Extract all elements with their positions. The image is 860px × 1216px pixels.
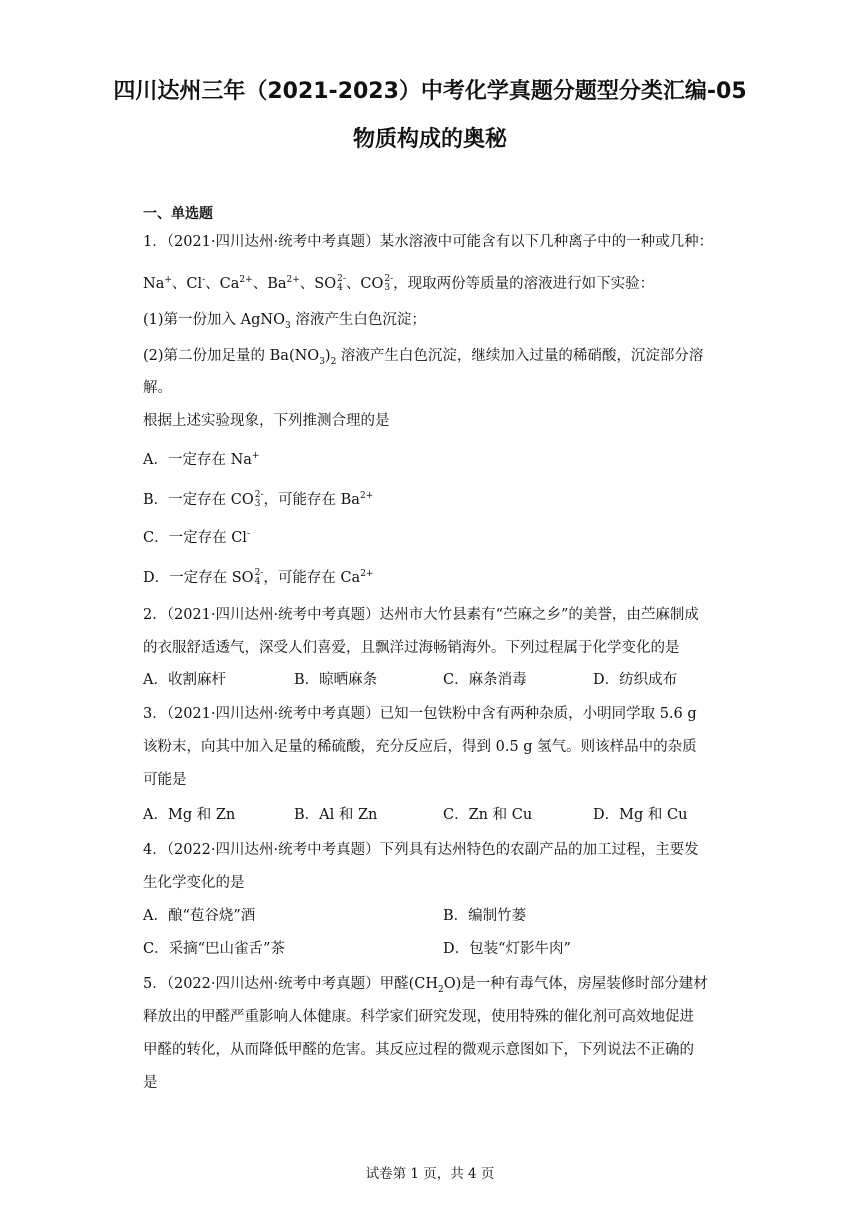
q4-stem-line2: 生化学变化的是 [143, 875, 245, 891]
q5-stem-line3: 甲醛的转化，从而降低甲醛的危害。其反应过程的微观示意图如下，下列说法不正确的 [143, 1042, 694, 1058]
q3-option-a: A．Mg 和 Zn [143, 807, 236, 823]
q1-option-b: B．一定存在 CO 2- 3 ，可能存在 $Ba^{2+}$ [143, 489, 374, 509]
q4-stem-line1: 4．（2022·四川达州·统考中考真题）下列具有达州特色的农副产品的加工过程，主要发 [143, 842, 699, 858]
document-title-line1: 四川达州三年（2021-2023）中考化学真题分题型分类汇编-05 [113, 79, 747, 104]
q3-stem-line2: 该粉末，向其中加入足量的稀硫酸，充分反应后，得到 0.5 g 氢气。则该样品中的杂质 [143, 739, 697, 755]
q4-option-c: C．采摘“巴山雀舌”茶 [143, 941, 285, 957]
q4-option-a: A．酿“苞谷烧”酒 [143, 908, 256, 924]
q3-option-b: B．Al 和 Zn [294, 807, 378, 823]
q1-step2-cont: 解。 [143, 380, 172, 396]
section-heading: 一、单选题 [143, 206, 213, 222]
q2-option-a: A．收割麻杆 [143, 672, 226, 688]
q4-option-b: B．编制竹蒌 [443, 908, 527, 924]
page-footer: 试卷第 1 页，共 4 页 [365, 1166, 495, 1182]
q3-stem-line3: 可能是 [143, 772, 187, 788]
q1-stem: 1．（2021·四川达州·统考中考真题）某水溶液中可能含有以下几种离子中的一种或几种： [143, 234, 714, 250]
q1-option-d: D．一定存在 SO 2- 4 ，可能存在 $Ca^{2+}$ [143, 567, 374, 587]
q3-stem-line1: 3．（2021·四川达州·统考中考真题）已知一包铁粉中含有两种杂质，小明同学取 5.6 g [143, 706, 697, 722]
q1-step2: (2)第二份加足量的 $Ba(NO_3)_2$ 溶液产生白色沉淀，继续加入过量的稀硝酸，沉淀部分溶 [143, 348, 704, 367]
q2-stem-line1: 2．（2021·四川达州·统考中考真题）达州市大竹县素有“苎麻之乡”的美誉，由苎麻制成 [143, 607, 699, 623]
q3-option-c: C．Zn 和 Cu [443, 807, 533, 823]
q5-stem-line1: 5．（2022·四川达州·统考中考真题）甲醛$(CH_2O)$是一种有毒气体，房屋装修时部分建材 [143, 976, 708, 995]
q2-stem-line2: 的衣服舒适透气，深受人们喜爱，且飘洋过海畅销海外。下列过程属于化学变化的是 [143, 640, 680, 656]
q1-step1: (1)第一份加入 AgNO$_3$ 溶液产生白色沉淀； [143, 312, 426, 331]
document-title-line2: 物质构成的奥秘 [352, 127, 507, 152]
q2-option-c: C．麻条消毒 [443, 672, 527, 688]
q1-option-a: A．一定存在 Na+ [143, 451, 260, 468]
q1-ion-list: Na+、Cl-、$Ca^{2+}$、$Ba^{2+}$、SO 2- 4 、CO 2- 3 ，现取两份等质量的溶液进行如下实验： [143, 273, 655, 293]
q3-option-d: D．Mg 和 Cu [593, 807, 688, 823]
q1-option-c: C．一定存在 Cl- [143, 529, 250, 546]
q5-stem-line2: 释放出的甲醛严重影响人体健康。科学家们研究发现，使用特殊的催化剂可高效地促进 [143, 1009, 694, 1025]
q5-stem-line4: 是 [143, 1075, 158, 1091]
q1-ask: 根据上述实验现象，下列推测合理的是 [143, 413, 390, 429]
q4-option-d: D．包装“灯影牛肉” [443, 941, 571, 957]
q2-option-b: B．晾晒麻条 [294, 672, 378, 688]
q2-option-d: D．纺织成布 [593, 672, 678, 688]
